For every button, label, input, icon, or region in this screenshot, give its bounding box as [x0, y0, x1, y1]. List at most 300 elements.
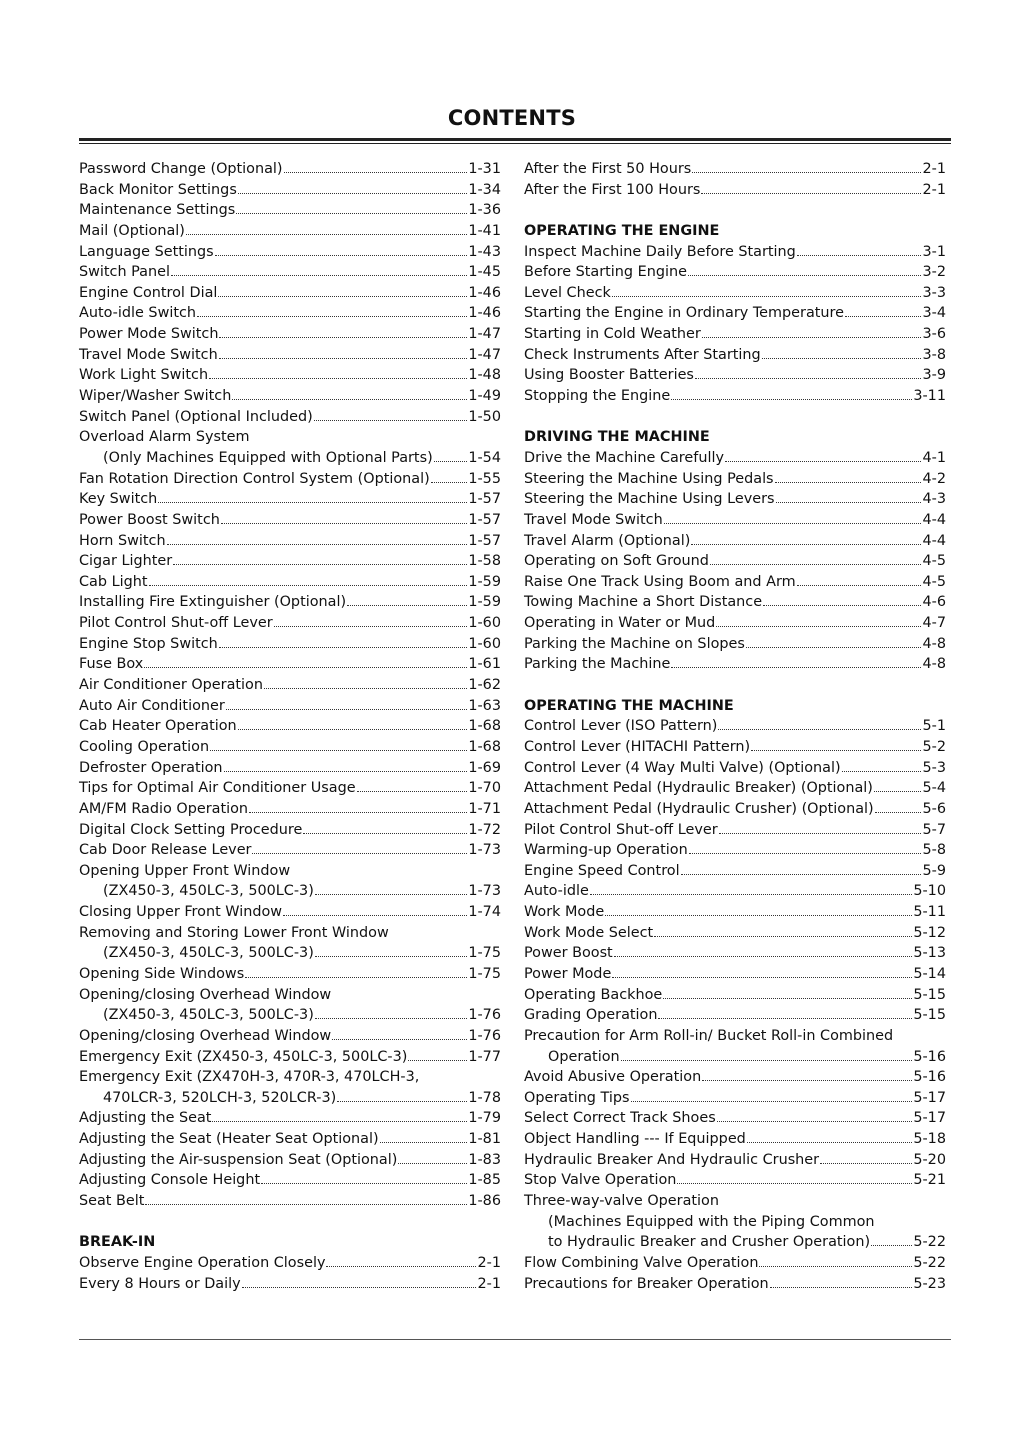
toc-entry — [524, 799, 946, 820]
dot-leader — [762, 358, 922, 359]
toc-page-number: 5-21 — [913, 1172, 946, 1189]
toc-page-number: 3-6 — [922, 326, 946, 343]
dot-leader — [274, 626, 468, 627]
dot-leader — [283, 915, 467, 916]
toc-entry — [524, 923, 946, 944]
toc-entry — [524, 778, 946, 799]
toc-entry — [524, 448, 946, 469]
toc-entry-title: Inspect Machine Daily Before Starting — [524, 243, 796, 260]
toc-entry-title: Air Conditioner Operation — [79, 677, 263, 694]
toc-spacer — [524, 200, 946, 221]
toc-entry-title: Cooling Operation — [79, 738, 210, 755]
toc-entry — [79, 1088, 501, 1109]
dot-leader — [238, 729, 468, 730]
toc-page-number: 1-47 — [468, 326, 501, 343]
toc-entry-title: Power Boost Switch — [79, 511, 220, 528]
toc-entry-title: Hydraulic Breaker And Hydraulic Crusher — [524, 1151, 820, 1168]
toc-entry-title: Precautions for Breaker Operation — [524, 1275, 769, 1292]
toc-entry-title: Parking the Machine on Slopes — [524, 635, 745, 652]
dot-leader — [315, 956, 468, 957]
toc-entry — [524, 180, 946, 201]
toc-entry — [524, 840, 946, 861]
toc-page-number: 2-1 — [922, 161, 946, 177]
toc-entry — [79, 716, 501, 737]
toc-page-number: 5-2 — [922, 738, 946, 755]
toc-page-number: 5-8 — [922, 842, 946, 859]
toc-entry — [79, 1150, 501, 1171]
dot-leader — [689, 853, 922, 854]
toc-entry-title: Warming-up Operation — [524, 842, 688, 859]
toc-page-number: 3-9 — [922, 367, 946, 384]
toc-entry-title: Opening Upper Front Window — [79, 862, 291, 879]
dot-leader — [145, 1204, 467, 1205]
dot-leader — [226, 709, 468, 710]
toc-entry — [79, 303, 501, 324]
dot-leader — [158, 502, 467, 503]
toc-page-number: 3-8 — [922, 346, 946, 363]
dot-leader — [398, 1163, 467, 1164]
toc-entry-title: Engine Stop Switch — [79, 635, 218, 652]
toc-entry-title: Overload Alarm System — [79, 429, 250, 446]
dot-leader — [702, 1080, 912, 1081]
dot-leader — [219, 358, 468, 359]
toc-entry-title: Back Monitor Settings — [79, 181, 237, 198]
dot-leader — [820, 1163, 912, 1164]
dot-leader — [621, 1060, 913, 1061]
toc-entry — [524, 345, 946, 366]
toc-entry — [79, 840, 501, 861]
toc-page-number: 4-6 — [922, 594, 946, 611]
dot-leader — [797, 255, 922, 256]
toc-entry-title: Drive the Machine Carefully — [524, 449, 724, 466]
toc-page-number: 5-15 — [913, 1007, 946, 1024]
dot-leader — [242, 1287, 477, 1288]
toc-entry-title: Horn Switch — [79, 532, 166, 549]
toc-entry-title: Fan Rotation Direction Control System (Optional) — [79, 470, 430, 487]
toc-page-number: 5-3 — [922, 759, 946, 776]
toc-page-number: 1-78 — [468, 1089, 501, 1106]
toc-entry-title: Raise One Track Using Boom and Arm — [524, 573, 796, 590]
dot-leader — [252, 853, 467, 854]
toc-page-number: 4-3 — [922, 491, 946, 508]
dot-leader — [232, 399, 467, 400]
toc-entry — [79, 902, 501, 923]
toc-entry — [524, 902, 946, 923]
toc-entry-title: Work Mode — [524, 904, 605, 921]
dot-leader — [434, 461, 468, 462]
toc-entry — [524, 634, 946, 655]
toc-page-number: 1-60 — [468, 615, 501, 632]
dot-leader — [264, 688, 467, 689]
dot-leader — [224, 771, 468, 772]
dot-leader — [408, 1060, 467, 1061]
dot-leader — [212, 1121, 467, 1122]
toc-entry-title: Attachment Pedal (Hydraulic Breaker) (Optional) — [524, 780, 873, 797]
dot-leader — [218, 296, 467, 297]
dot-leader — [763, 605, 921, 606]
toc-entry — [79, 242, 501, 263]
toc-page-number: 1-81 — [468, 1131, 501, 1148]
toc-entry-title: Opening/closing Overhead Window — [79, 986, 332, 1003]
dot-leader — [718, 729, 921, 730]
dot-leader — [658, 1018, 912, 1019]
toc-entry-title: Travel Mode Switch — [524, 511, 663, 528]
toc-entry — [524, 1232, 946, 1253]
dot-leader — [238, 193, 468, 194]
toc-page-number: 1-76 — [468, 1027, 501, 1044]
toc-page-number: 4-5 — [922, 553, 946, 570]
toc-entry — [79, 324, 501, 345]
toc-entry-title: Wiper/Washer Switch — [79, 388, 232, 405]
toc-entry-title: Cigar Lighter — [79, 553, 173, 570]
toc-page-number: 1-76 — [468, 1007, 501, 1024]
toc-entry — [79, 654, 501, 675]
toc-entry-title: Emergency Exit (ZX450-3, 450LC-3, 500LC-3) — [79, 1048, 408, 1065]
dot-leader — [775, 482, 922, 483]
toc-page-number: 1-86 — [468, 1193, 501, 1210]
dot-leader — [663, 998, 912, 999]
toc-entry-title: Control Lever (4 Way Multi Valve) (Optional) — [524, 759, 841, 776]
toc-page-number: 5-22 — [913, 1234, 946, 1251]
dot-leader — [261, 1183, 467, 1184]
toc-entry-title: Starting in Cold Weather — [524, 326, 701, 343]
dot-leader — [215, 255, 468, 256]
toc-page-number: 4-5 — [922, 573, 946, 590]
footer-rule — [79, 1339, 951, 1340]
toc-page-number: 5-16 — [913, 1069, 946, 1086]
dot-leader — [219, 337, 467, 338]
dot-leader — [751, 750, 921, 751]
toc-entry-title: Using Booster Batteries — [524, 367, 694, 384]
toc-entry — [79, 1170, 501, 1191]
toc-entry-title: Travel Mode Switch — [79, 346, 218, 363]
dot-leader — [332, 1039, 467, 1040]
dot-leader — [315, 1018, 468, 1019]
dot-leader — [702, 337, 922, 338]
toc-entry-title: Cab Heater Operation — [79, 718, 237, 735]
toc-section-heading — [524, 221, 946, 242]
dot-leader — [770, 1287, 913, 1288]
toc-page-number: 1-45 — [468, 264, 501, 281]
dot-leader — [380, 1142, 468, 1143]
toc-entry — [79, 943, 501, 964]
toc-entry-title: Auto Air Conditioner — [79, 697, 225, 714]
toc-entry — [524, 1047, 946, 1068]
toc-entry — [524, 758, 946, 779]
toc-entry — [79, 1047, 501, 1068]
toc-page-number: 1-69 — [468, 759, 501, 776]
toc-page-number: 4-8 — [922, 635, 946, 652]
dot-leader — [719, 833, 922, 834]
toc-page-number: 1-36 — [468, 202, 501, 219]
toc-entry-title: Engine Control Dial — [79, 284, 218, 301]
dot-leader — [710, 564, 922, 565]
toc-entry — [524, 1108, 946, 1129]
toc-page-number: 5-6 — [922, 800, 946, 817]
toc-page-number: 3-3 — [922, 284, 946, 301]
toc-entry-title: Removing and Storing Lower Front Window — [79, 924, 389, 941]
toc-entry — [524, 262, 946, 283]
toc-entry-title: After the First 50 Hours — [524, 161, 692, 177]
toc-entry — [79, 861, 501, 882]
toc-entry — [79, 572, 501, 593]
dot-leader — [845, 316, 921, 317]
page-title: CONTENTS — [447, 106, 577, 130]
dot-leader — [171, 275, 467, 276]
toc-page-number: 5-17 — [913, 1089, 946, 1106]
toc-entry — [524, 613, 946, 634]
toc-page-number: 1-85 — [468, 1172, 501, 1189]
toc-entry-title: Power Boost — [524, 945, 613, 962]
toc-entry-title: Fuse Box — [79, 656, 144, 673]
toc-page-number: 5-17 — [913, 1110, 946, 1127]
toc-entry — [79, 1129, 501, 1150]
dot-leader — [614, 956, 913, 957]
dot-leader — [144, 667, 467, 668]
toc-entry-title: Attachment Pedal (Hydraulic Crusher) (Optional) — [524, 800, 874, 817]
toc-page-number: 5-20 — [913, 1151, 946, 1168]
toc-page-number: 1-83 — [468, 1151, 501, 1168]
toc-left-column — [79, 159, 501, 1294]
toc-entry-title: Parking the Machine — [524, 656, 671, 673]
toc-page-number: 1-48 — [468, 367, 501, 384]
toc-page-number: 3-11 — [913, 388, 946, 405]
toc-entry-title: Power Mode — [524, 965, 612, 982]
dot-leader — [221, 523, 467, 524]
toc-entry — [524, 1129, 946, 1150]
toc-page-number: 5-11 — [913, 904, 946, 921]
toc-entry-title: Precaution for Arm Roll-in/ Bucket Roll-in Combined — [524, 1027, 894, 1044]
toc-entry-title: Auto-idle — [524, 883, 589, 900]
toc-entry — [79, 427, 501, 448]
toc-page-number: 1-43 — [468, 243, 501, 260]
toc-entry — [524, 1253, 946, 1274]
toc-page-number: 5-22 — [913, 1254, 946, 1271]
toc-entry-title: Mail (Optional) — [79, 222, 185, 239]
toc-page-number: 3-1 — [922, 243, 946, 260]
dot-leader — [671, 667, 921, 668]
toc-entry — [524, 1088, 946, 1109]
toc-page-number: 4-1 — [922, 449, 946, 466]
dot-leader — [746, 647, 922, 648]
section-heading-text: OPERATING THE MACHINE — [524, 697, 734, 714]
toc-entry-title: Digital Clock Setting Procedure — [79, 821, 303, 838]
toc-page-number: 5-14 — [913, 965, 946, 982]
toc-entry-title: Pilot Control Shut-off Lever — [79, 615, 273, 632]
toc-entry — [524, 1212, 946, 1233]
toc-entry-title: Steering the Machine Using Levers — [524, 491, 775, 508]
toc-page-number: 5-4 — [922, 780, 946, 797]
toc-entry-title: Adjusting Console Height — [79, 1172, 261, 1189]
dot-leader — [612, 977, 912, 978]
toc-entry-title: Pilot Control Shut-off Lever — [524, 821, 718, 838]
toc-entry-title: Adjusting the Seat (Heater Seat Optional) — [79, 1131, 379, 1148]
toc-page-number: 4-2 — [922, 470, 946, 487]
toc-entry — [79, 262, 501, 283]
toc-entry-title: Work Light Switch — [79, 367, 209, 384]
dot-leader — [759, 1266, 912, 1267]
dot-leader — [173, 564, 467, 565]
dot-leader — [236, 213, 467, 214]
dot-leader — [186, 234, 467, 235]
toc-page-number: 1-47 — [468, 346, 501, 363]
toc-entry — [79, 180, 501, 201]
toc-entry — [524, 242, 946, 263]
toc-entry — [524, 1274, 946, 1295]
dot-leader — [167, 544, 468, 545]
toc-entry — [79, 221, 501, 242]
dot-leader — [337, 1101, 467, 1102]
dot-leader — [691, 544, 921, 545]
toc-page-number: 4-7 — [922, 615, 946, 632]
toc-page-number: 3-2 — [922, 264, 946, 281]
toc-entry — [79, 345, 501, 366]
toc-entry — [79, 737, 501, 758]
toc-entry — [79, 386, 501, 407]
toc-entry-title: Emergency Exit (ZX470H-3, 470R-3, 470LCH-3, — [79, 1069, 420, 1086]
toc-entry-title: Observe Engine Operation Closely — [79, 1254, 326, 1271]
toc-entry — [79, 820, 501, 841]
dot-leader — [210, 750, 467, 751]
toc-entry — [524, 716, 946, 737]
toc-entry-title: Adjusting the Air-suspension Seat (Optional) — [79, 1151, 398, 1168]
dot-leader — [695, 378, 922, 379]
toc-entry-title: Control Lever (HITACHI Pattern) — [524, 738, 751, 755]
toc-entry — [524, 964, 946, 985]
toc-entry-title: Opening/closing Overhead Window — [79, 1027, 332, 1044]
toc-entry-title: (ZX450-3, 450LC-3, 500LC-3) — [103, 883, 314, 900]
toc-entry — [79, 985, 501, 1006]
toc-entry-title: Three-way-valve Operation — [524, 1193, 719, 1210]
toc-entry — [79, 778, 501, 799]
toc-page-number: 5-18 — [913, 1131, 946, 1148]
toc-entry-title: Work Mode Select — [524, 924, 654, 941]
toc-entry — [524, 469, 946, 490]
toc-entry — [524, 551, 946, 572]
toc-entry-title: After the First 100 Hours — [524, 181, 701, 198]
dot-leader — [874, 791, 922, 792]
toc-page-number: 1-60 — [468, 635, 501, 652]
toc-spacer — [79, 1212, 501, 1233]
dot-leader — [797, 585, 922, 586]
toc-entry-title: Operation — [548, 1048, 620, 1065]
toc-entry-title: Installing Fire Extinguisher (Optional) — [79, 594, 347, 611]
toc-entry — [79, 531, 501, 552]
toc-entry-title: Key Switch — [79, 491, 158, 508]
toc-entry — [79, 1274, 501, 1295]
toc-page-number: 5-13 — [913, 945, 946, 962]
dot-leader — [315, 894, 468, 895]
toc-page-number: 1-63 — [468, 697, 501, 714]
toc-entry — [524, 303, 946, 324]
toc-page-number: 2-1 — [477, 1275, 501, 1292]
toc-entry-title: Check Instruments After Starting — [524, 346, 761, 363]
toc-entry-title: Cab Door Release Lever — [79, 842, 252, 859]
toc-entry-title: Travel Alarm (Optional) — [524, 532, 691, 549]
toc-entry — [79, 696, 501, 717]
toc-entry — [524, 1191, 946, 1212]
toc-entry — [79, 510, 501, 531]
toc-entry — [524, 510, 946, 531]
toc-entry — [524, 531, 946, 552]
toc-page-number: 1-62 — [468, 677, 501, 694]
toc-entry — [524, 654, 946, 675]
toc-page-number: 1-61 — [468, 656, 501, 673]
toc-entry-title: Every 8 Hours or Daily — [79, 1275, 241, 1292]
toc-entry-title: Defroster Operation — [79, 759, 223, 776]
toc-entry — [79, 469, 501, 490]
toc-entry-title: (Machines Equipped with the Piping Common — [548, 1213, 875, 1230]
toc-entry-title: Before Starting Engine — [524, 264, 687, 281]
toc-page-number: 1-49 — [468, 388, 501, 405]
toc-entry — [79, 448, 501, 469]
toc-entry-title: Language Settings — [79, 243, 214, 260]
toc-entry-title: Control Lever (ISO Pattern) — [524, 718, 718, 735]
dot-leader — [249, 812, 467, 813]
toc-entry-title: 470LCR-3, 520LCH-3, 520LCR-3) — [103, 1089, 337, 1106]
toc-page-number: 3-4 — [922, 305, 946, 322]
toc-entry-title: Opening Side Windows — [79, 965, 245, 982]
toc-entry — [79, 1067, 501, 1088]
toc-page-number: 1-59 — [468, 594, 501, 611]
toc-entry — [524, 365, 946, 386]
dot-leader — [303, 833, 467, 834]
dot-leader — [681, 874, 922, 875]
toc-entry — [524, 283, 946, 304]
dot-leader — [716, 626, 921, 627]
toc-entry — [79, 1253, 501, 1274]
toc-page-number: 2-1 — [477, 1254, 501, 1271]
toc-entry-title: Avoid Abusive Operation — [524, 1069, 702, 1086]
toc-page-number: 4-4 — [922, 532, 946, 549]
toc-entry-title: Operating Backhoe — [524, 986, 663, 1003]
toc-page-number: 1-55 — [468, 470, 501, 487]
toc-page-number: 1-73 — [468, 883, 501, 900]
toc-entry-title: Switch Panel (Optional Included) — [79, 408, 313, 425]
toc-spacer — [524, 407, 946, 428]
toc-page-number: 1-57 — [468, 491, 501, 508]
dot-leader — [654, 936, 912, 937]
toc-entry-title: Operating Tips — [524, 1089, 630, 1106]
section-heading-text: BREAK-IN — [79, 1234, 156, 1251]
toc-section-heading — [79, 1232, 501, 1253]
dot-leader — [701, 193, 921, 194]
toc-entry — [79, 613, 501, 634]
dot-leader — [871, 1245, 912, 1246]
toc-entry-title: (ZX450-3, 450LC-3, 500LC-3) — [103, 945, 314, 962]
toc-entry — [524, 324, 946, 345]
toc-entry — [524, 1026, 946, 1047]
toc-entry-title: Operating on Soft Ground — [524, 553, 709, 570]
toc-page-number: 2-1 — [922, 181, 946, 198]
toc-entry-title: Password Change (Optional) — [79, 161, 283, 177]
toc-entry — [524, 985, 946, 1006]
toc-entry-title: Closing Upper Front Window — [79, 904, 283, 921]
toc-page-number: 1-72 — [468, 821, 501, 838]
toc-entry — [79, 675, 501, 696]
toc-entry-title: Tips for Optimal Air Conditioner Usage — [79, 780, 356, 797]
dot-leader — [149, 585, 468, 586]
toc-entry — [524, 943, 946, 964]
toc-entry — [79, 964, 501, 985]
toc-entry-title: Auto-idle Switch — [79, 305, 197, 322]
dot-leader — [219, 647, 468, 648]
toc-spacer — [524, 675, 946, 696]
toc-entry — [79, 489, 501, 510]
toc-page-number: 1-46 — [468, 305, 501, 322]
dot-leader — [590, 894, 912, 895]
toc-entry-title: Maintenance Settings — [79, 202, 236, 219]
